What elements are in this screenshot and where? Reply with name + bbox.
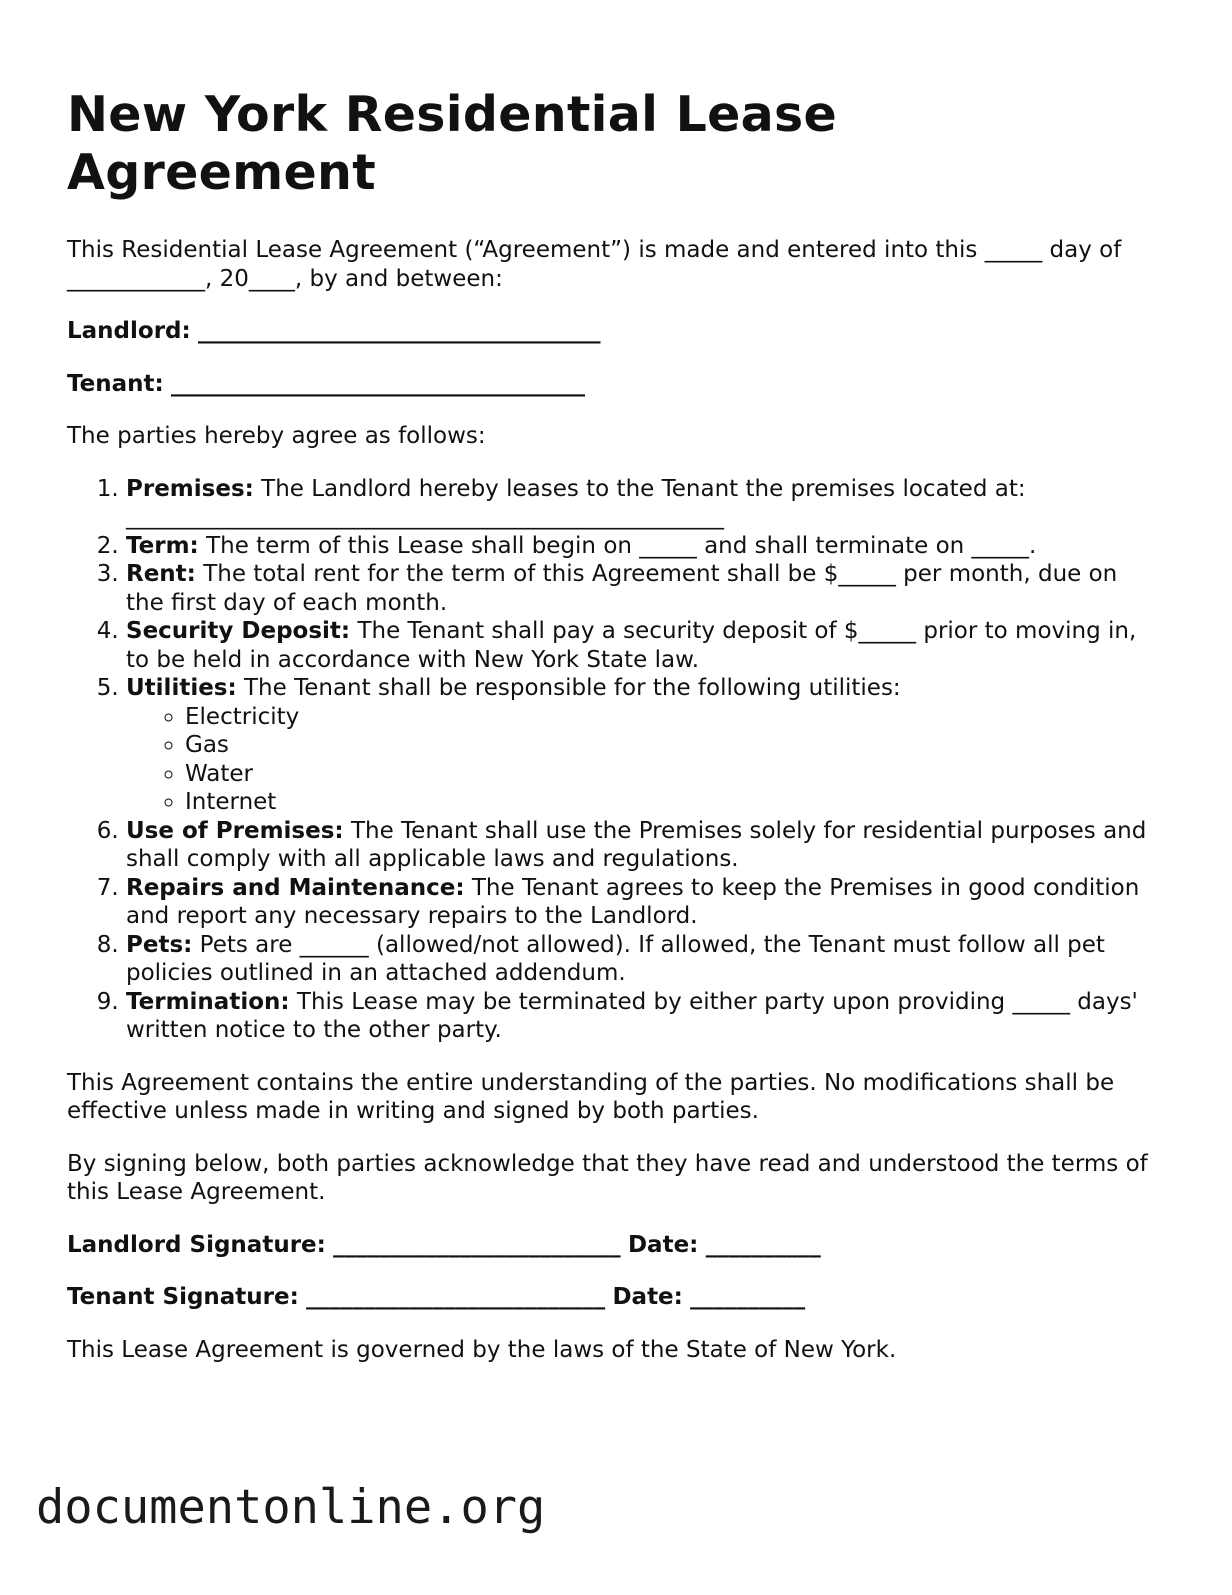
clause-text: The Tenant shall use the Premises solely for residential purposes and shall comply with all applicable laws and regulations. — [126, 817, 1147, 872]
landlord-date-label: Date: — [627, 1231, 699, 1258]
watermark-text: documentonline.org — [36, 1480, 546, 1535]
utility-item: ◦ Water — [185, 760, 1157, 789]
utility-item: ◦ Gas — [185, 731, 1157, 760]
utilities-list — [126, 703, 1157, 817]
intro-paragraph: This Residential Lease Agreement (“Agreement”) is made and entered into this _____ day of ____________, 20____, by and between: — [67, 237, 1122, 292]
clause-term — [126, 532, 1157, 561]
tenant-signature-line — [67, 1283, 1157, 1312]
clause-termination — [126, 988, 1157, 1045]
tenant-date-label: Date: — [612, 1284, 683, 1310]
tenant-line — [67, 370, 1157, 399]
clause-text: This Lease may be terminated by either party upon providing _____ days' written notice to the other party. — [126, 988, 1138, 1043]
utility-item: ◦ Internet — [185, 788, 1157, 817]
clause-text: The Tenant shall be responsible for the following utilities: — [244, 675, 901, 701]
landlord-date-blank: __________ — [705, 1231, 821, 1258]
clause-label: Use of Premises: — [126, 817, 344, 844]
clause-text: The Tenant shall pay a security deposit of $_____ prior to moving in, to be held in accordance with New York State law. — [126, 618, 1137, 673]
clause-utilities — [126, 674, 1157, 817]
landlord-label: Landlord: — [67, 318, 191, 344]
clause-rent — [126, 560, 1157, 617]
landlord-line — [67, 317, 1157, 346]
clause-label: Rent: — [126, 561, 196, 587]
clause-label: Premises: — [126, 475, 254, 502]
clause-text: Pets are ______ (allowed/not allowed). If allowed, the Tenant must follow all pet policies outlined in an attached addendum. — [126, 931, 1105, 986]
clause-text: The total rent for the term of this Agreement shall be $_____ per month, due on the first day of each month. — [126, 561, 1118, 616]
document-page — [67, 86, 1157, 1388]
tenant-date-blank: __________ — [690, 1284, 806, 1310]
landlord-blank: ___________________________________ — [198, 318, 601, 344]
landlord-signature-label: Landlord Signature: — [67, 1231, 326, 1258]
utility-item: ◦ Electricity — [185, 703, 1157, 732]
clause-label: Repairs and Maintenance: — [126, 874, 465, 901]
clause-label: Utilities: — [126, 675, 237, 701]
clause-use-of-premises — [126, 817, 1157, 874]
clause-list — [67, 475, 1157, 1045]
parties-agree: The parties hereby agree as follows: — [67, 423, 486, 449]
clause-text: The Landlord hereby leases to the Tenant the premises located at: ____________________________________________________ — [126, 475, 1026, 530]
tenant-blank: ____________________________________ — [171, 370, 586, 397]
tenant-signature-blank: __________________________ — [306, 1284, 606, 1310]
acknowledge-paragraph: By signing below, both parties acknowledge that they have read and understood the terms of this Lease Agreement. — [67, 1150, 1148, 1205]
tenant-signature-label: Tenant Signature: — [67, 1284, 299, 1310]
clause-security-deposit — [126, 617, 1157, 674]
clause-text: The Tenant agrees to keep the Premises in good condition and report any necessary repairs to the Landlord. — [126, 874, 1140, 929]
tenant-label: Tenant: — [67, 370, 164, 397]
clause-text: The term of this Lease shall begin on _____ and shall terminate on _____. — [206, 532, 1037, 559]
governing-law: This Lease Agreement is governed by the laws of the State of New York. — [67, 1336, 897, 1363]
entire-agreement-paragraph: This Agreement contains the entire understanding of the parties. No modifications shall be effective unless made in writing and signed by both parties. — [67, 1069, 1115, 1124]
document-title: New York Residential Lease Agreement — [67, 86, 838, 201]
clause-repairs — [126, 874, 1157, 931]
landlord-signature-line — [67, 1231, 1157, 1260]
clause-pets — [126, 931, 1157, 988]
clause-label: Termination: — [126, 988, 290, 1015]
clause-label: Term: — [126, 532, 199, 559]
clause-label: Pets: — [126, 931, 193, 958]
clause-premises — [126, 475, 1157, 532]
clause-label: Security Deposit: — [126, 618, 351, 644]
landlord-signature-blank: _________________________ — [333, 1231, 621, 1258]
